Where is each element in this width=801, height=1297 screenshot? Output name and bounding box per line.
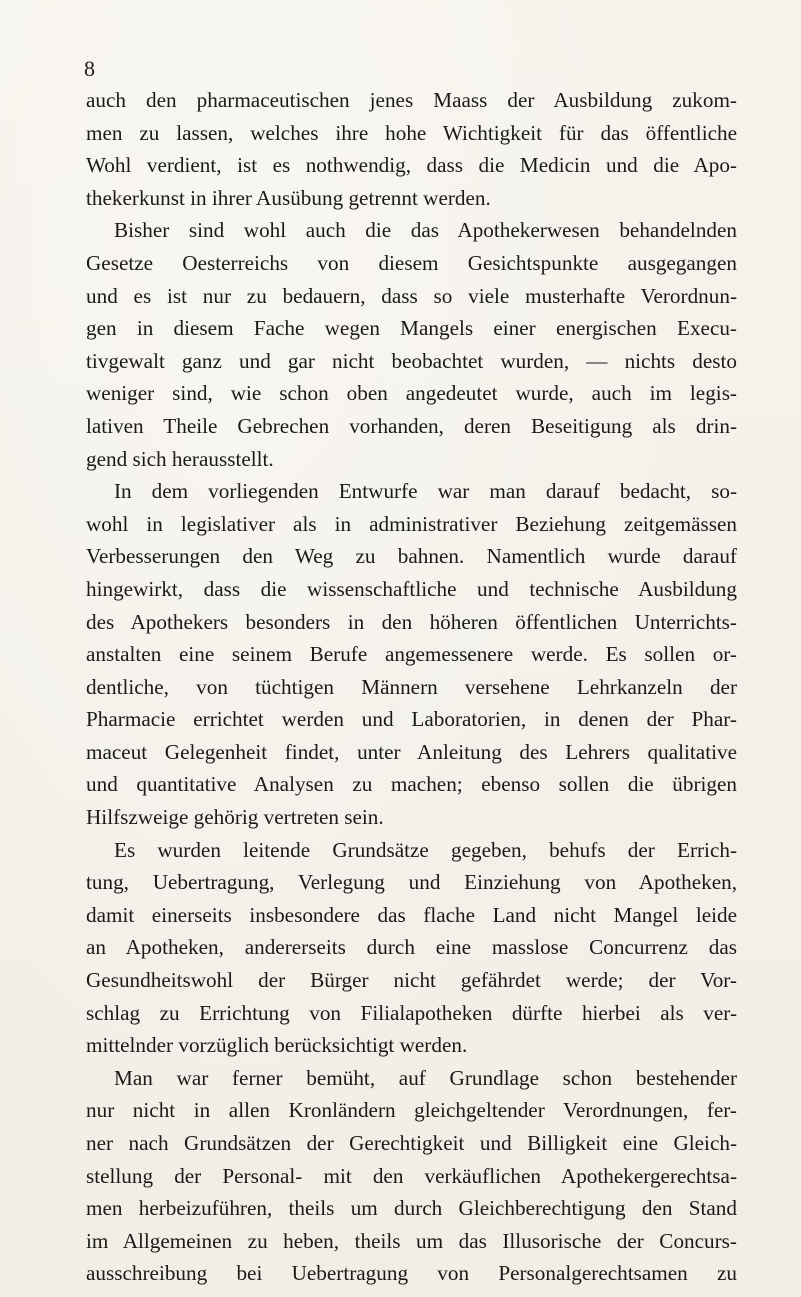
- text-line: Man war ferner bemüht, auf Grundlage schon bestehender: [114, 1065, 737, 1090]
- text-line: men herbeizuführen, theils um durch Gleichberechtigung den Stand: [86, 1196, 737, 1221]
- text-line: des Apothekers besonders in den höheren öffentlichen Unterrichts-: [86, 609, 737, 634]
- text-line: Bisher sind wohl auch die das Apothekerwesen behandelnden: [114, 218, 737, 243]
- text-line: In dem vorliegenden Entwurfe war man darauf bedacht, so-: [114, 479, 737, 504]
- paragraph-3: [86, 475, 737, 834]
- text-line: Pharmacie errichtet werden und Laboratorien, in denen der Phar-: [86, 707, 737, 732]
- text-line: ausschreibung bei Uebertragung von Personalgerechtsamen zu: [86, 1261, 737, 1286]
- text-line: damit einerseits insbesondere das flache Land nicht Mangel leide: [86, 902, 737, 927]
- text-line: Hilfszweige gehörig vertreten sein.: [86, 805, 384, 830]
- text-line: thekerkunst in ihrer Ausübung getrennt werden.: [86, 185, 491, 210]
- paragraph-2: [86, 214, 737, 475]
- text-line: dentliche, von tüchtigen Männern versehene Lehrkanzeln der: [86, 674, 737, 699]
- text-line: tung, Uebertragung, Verlegung und Einziehung von Apotheken,: [86, 870, 737, 895]
- text-line: hingewirkt, dass die wissenschaftliche und technische Ausbildung: [86, 576, 737, 601]
- text-line: Gesundheitswohl der Bürger nicht gefährdet werde; der Vor-: [86, 968, 737, 993]
- text-line: wohl in legislativer als in administrativer Beziehung zeitgemässen: [86, 511, 737, 536]
- text-line: stellung der Personal- mit den verkäuflichen Apothekergerechtsa-: [86, 1163, 737, 1188]
- paragraph-4: [86, 834, 737, 1062]
- page-number: 8: [84, 56, 95, 81]
- text-line: an Apotheken, andererseits durch eine masslose Concurrenz das: [86, 935, 737, 960]
- text-line: schlag zu Errichtung von Filialapotheken dürfte hierbei als ver-: [86, 1000, 737, 1025]
- text-line: lativen Theile Gebrechen vorhanden, deren Beseitigung als drin-: [86, 413, 737, 438]
- text-line: auch den pharmaceutischen jenes Maass der Ausbildung zukom-: [86, 88, 737, 112]
- text-line: mittelnder vorzüglich berücksichtigt werden.: [86, 1033, 468, 1058]
- text-line: weniger sind, wie schon oben angedeutet wurde, auch im legis-: [86, 381, 737, 406]
- text-line: und es ist nur zu bedauern, dass so viele musterhafte Verordnun-: [86, 283, 737, 308]
- text-line: Es wurden leitende Grundsätze gegeben, behufs der Errich-: [114, 837, 737, 862]
- text-line: men zu lassen, welches ihre hohe Wichtigkeit für das öffentliche: [86, 120, 737, 145]
- paragraph-5: [86, 1062, 737, 1290]
- text-line: und quantitative Analysen zu machen; ebenso sollen die übrigen: [86, 772, 737, 797]
- text-line: maceut Gelegenheit findet, unter Anleitung des Lehrers qualitative: [86, 739, 737, 764]
- text-line: im Allgemeinen zu heben, theils um das Illusorische der Concurs-: [86, 1228, 737, 1253]
- text-line: gend sich herausstellt.: [86, 446, 274, 471]
- text-line: tivgewalt ganz und gar nicht beobachtet wurden, — nichts desto: [86, 348, 737, 373]
- text-line: Verbesserungen den Weg zu bahnen. Namentlich wurde darauf: [86, 544, 737, 569]
- text-line: ner nach Grundsätzen der Gerechtigkeit und Billigkeit eine Gleich-: [86, 1131, 737, 1155]
- text-line: Gesetze Oesterreichs von diesem Gesichtspunkte ausgegangen: [86, 250, 737, 275]
- paragraph-1: [86, 84, 737, 214]
- text-line: gen in diesem Fache wegen Mangels einer energischen Execu-: [86, 316, 737, 341]
- body-text: [86, 84, 737, 1290]
- text-line: nur nicht in allen Kronländern gleichgeltender Verordnungen, fer-: [86, 1098, 737, 1123]
- text-line: anstalten eine seinem Berufe angemessenere werde. Es sollen or-: [86, 642, 737, 667]
- text-line: Wohl verdient, ist es nothwendig, dass die Medicin und die Apo-: [86, 153, 737, 178]
